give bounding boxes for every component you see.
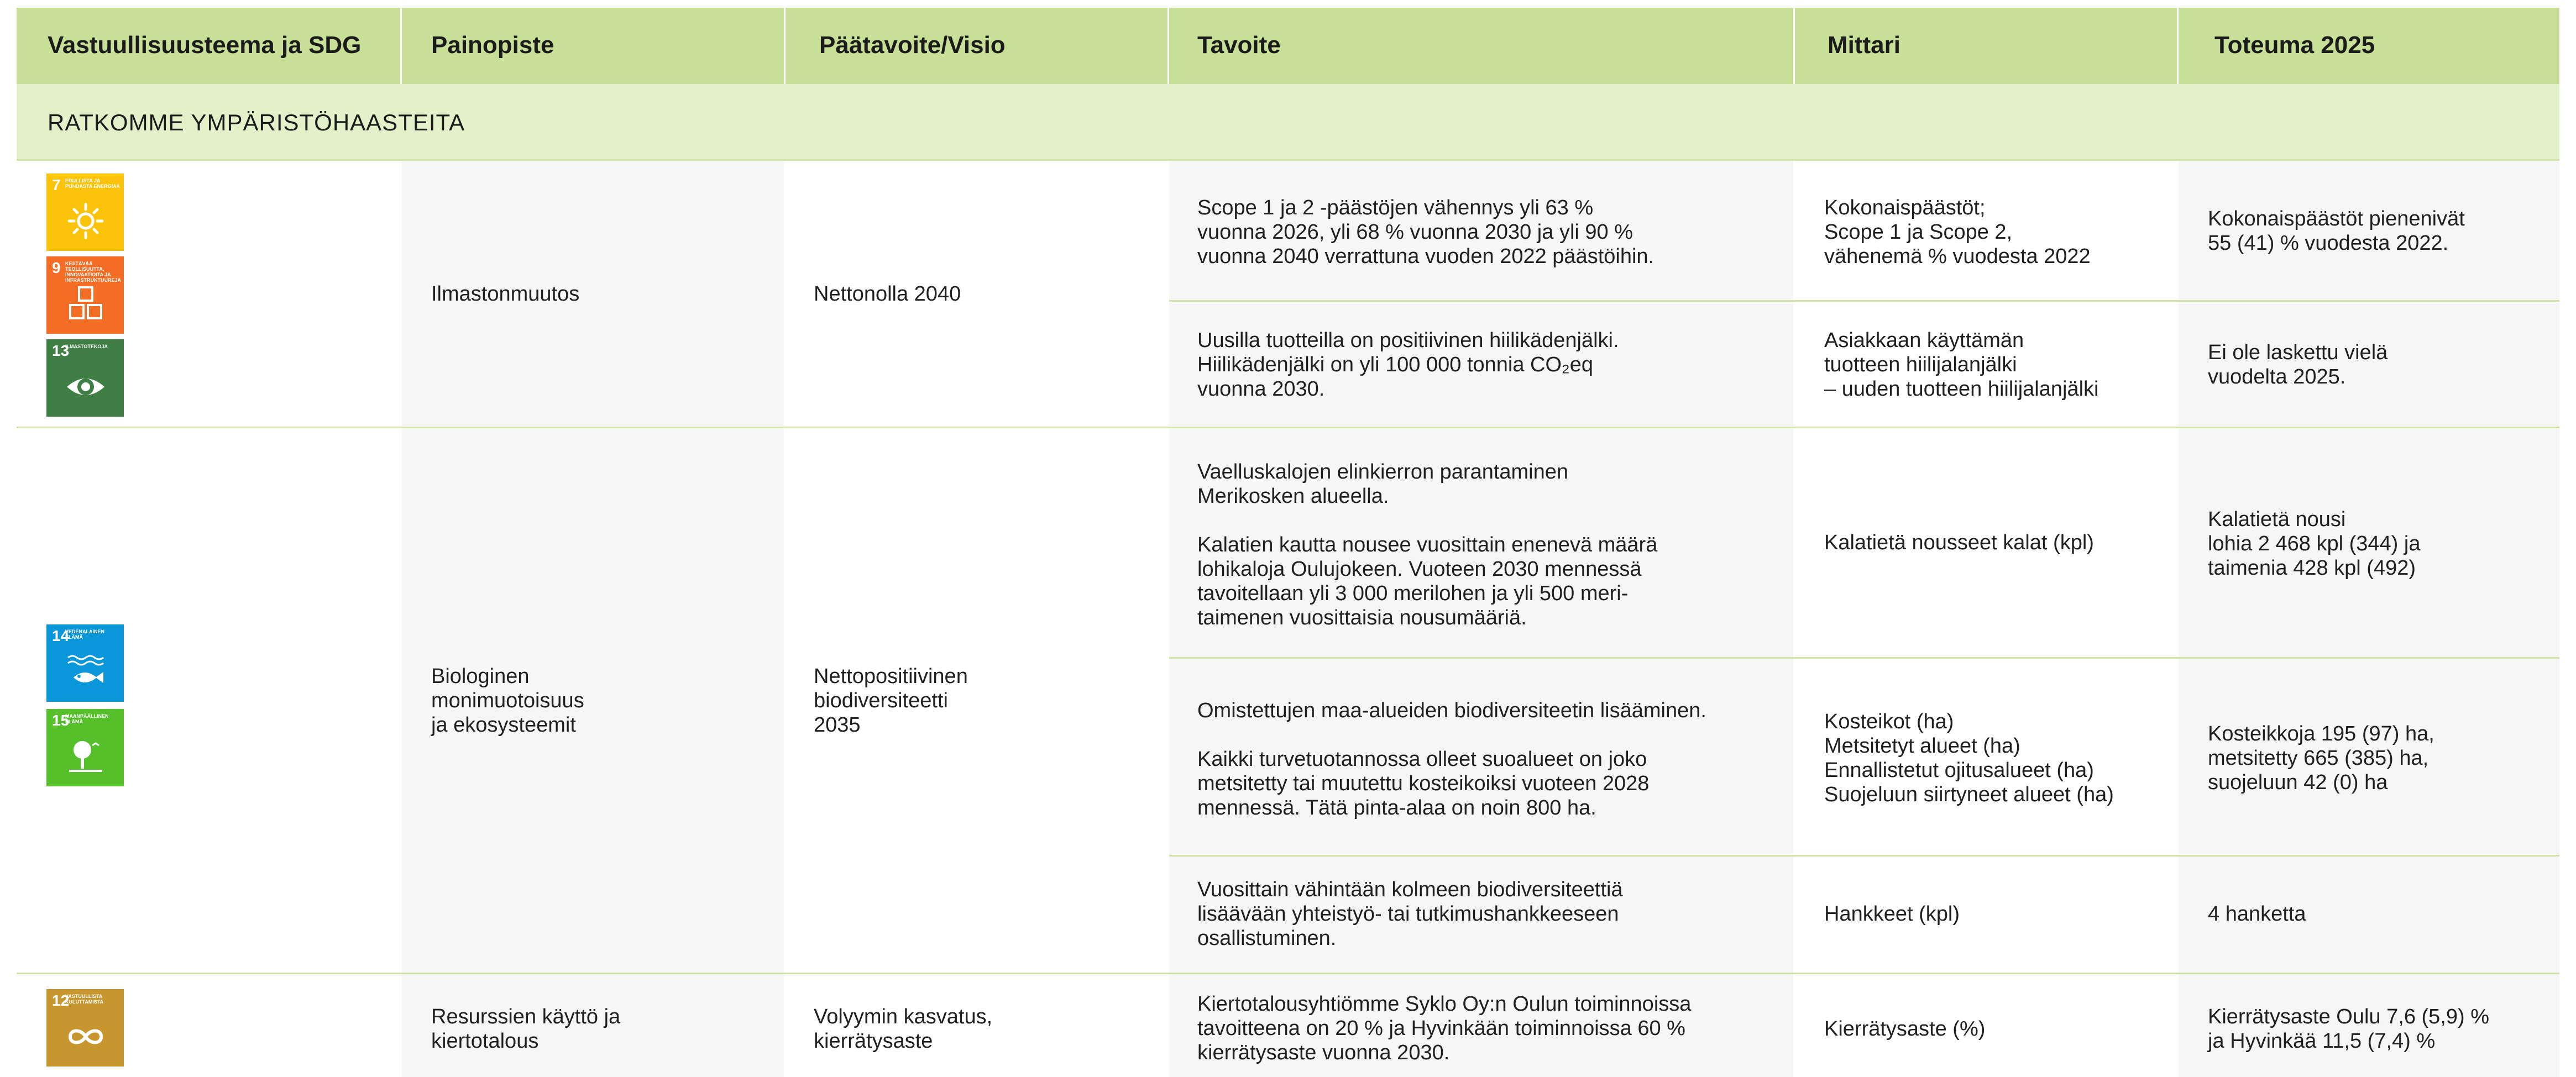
subrow-divider — [1169, 300, 2559, 302]
fish-icon — [66, 652, 106, 692]
resource-metric-1: Kierrätysaste (%) — [1824, 1017, 1986, 1041]
bio-metric-3: Hankkeet (kpl) — [1824, 902, 1960, 926]
resource-vision: Volyymin kasvatus, kierrätysaste — [814, 1005, 993, 1053]
climate-goal-2: Uusilla tuotteilla on positiivinen hiilikädenjälki. Hiilikädenjälki on yli 100 000 tonnia CO₂eq vuonna 2030. — [1197, 329, 1619, 401]
sdg-13-badge — [46, 339, 124, 417]
header-divider — [2177, 8, 2179, 84]
sdg-14-label: VEDENALAINEN ELÄMÄ — [65, 629, 105, 640]
bio-result-1: Kalatietä nousi lohia 2 468 kpl (344) ja taimenia 428 kpl (492) — [2208, 508, 2421, 580]
section-title: RATKOMME YMPÄRISTÖHAASTEITA — [48, 109, 465, 135]
header-divider — [1167, 8, 1169, 84]
sdg-15-badge — [46, 709, 124, 786]
sdg-7-badge — [46, 174, 124, 251]
tree-icon — [66, 737, 106, 776]
header-metric: Mittari — [1828, 31, 1900, 59]
bio-goal-2: Omistettujen maa-alueiden biodiversiteetin lisääminen. Kaikki turvetuotannossa olleet suoalueet on joko metsitetty tai muutettu kosteikoiksi vuoteen 2028 mennessä. Tätä pinta-alaa on noin 800 ha. — [1197, 699, 1706, 819]
bio-metric-2: Kosteikot (ha) Metsitetyt alueet (ha) Ennallistetut ojitusalueet (ha) Suojeluun siirtyneet alueet (ha) — [1824, 710, 2114, 806]
bio-goal-1: Vaelluskalojen elinkierron parantaminen Merikosken alueella. Kalatien kautta nousee vuosittain enenevä määrä lohikaloja Oulujokeen. Vuoteen 2030 mennessä tavoitellaan yli 3 000 merilohen ja yli 500 meri- taimenen vuosittaisia nousumääriä. — [1197, 460, 1658, 629]
sdg-14-number: 14 — [52, 627, 70, 644]
sdg-15-label: MAANPÄÄLLINEN ELÄMÄ — [65, 713, 109, 724]
sdg-12-number: 12 — [52, 992, 70, 1009]
infinity-icon — [66, 1017, 106, 1057]
climate-result-2: Ei ole laskettu vielä vuodelta 2025. — [2208, 341, 2388, 388]
climate-focus: Ilmastonmuutos — [431, 282, 580, 306]
sdg-15-number: 15 — [52, 712, 70, 729]
cubes-icon — [66, 284, 106, 324]
row-divider — [17, 973, 2559, 974]
col-metric-bg — [1795, 161, 2177, 1077]
bio-result-2: Kosteikkoja 195 (97) ha, metsitetty 665 (385) ha, suojeluun 42 (0) ha — [2208, 722, 2434, 794]
eye-globe-icon — [66, 367, 106, 407]
sun-icon — [66, 201, 106, 241]
col-result-bg — [2179, 161, 2559, 1077]
header-vision: Päätavoite/Visio — [819, 31, 1006, 59]
bio-focus: Biologinen monimuotoisuus ja ekosysteemit — [431, 665, 584, 737]
header-sdg-theme: Vastuullisuusteema ja SDG — [48, 31, 362, 59]
sdg-9-badge — [46, 256, 124, 334]
header-focus: Painopiste — [431, 31, 554, 59]
sdg-7-label: EDULLISTA JA PUHDASTA ENERGIAA — [65, 178, 121, 189]
subrow-divider — [1169, 855, 2559, 857]
sdg-12-badge — [46, 989, 124, 1067]
sdg-9-number: 9 — [52, 259, 61, 276]
sdg-13-label: ILMASTOTEKOJA — [65, 344, 108, 349]
climate-goal-1: Scope 1 ja 2 -päästöjen vähennys yli 63 % vuonna 2026, yli 68 % vuonna 2030 ja yli 90 % vuonna 2040 verrattuna vuoden 2022 päästöihin. — [1197, 196, 1654, 268]
climate-metric-1: Kokonaispäästöt; Scope 1 ja Scope 2, vähenemä % vuodesta 2022 — [1824, 196, 2091, 268]
climate-result-1: Kokonaispäästöt pienenivät 55 (41) % vuodesta 2022. — [2208, 207, 2465, 255]
sdg-13-number: 13 — [52, 342, 70, 359]
sdg-12-label: VASTUULLISTA KULUTTAMISTA — [65, 994, 104, 1005]
resource-focus: Resurssien käyttö ja kiertotalous — [431, 1005, 621, 1053]
row-divider — [17, 427, 2559, 428]
climate-vision: Nettonolla 2040 — [814, 282, 961, 306]
climate-metric-2: Asiakkaan käyttämän tuotteen hiilijalanjälki – uuden tuotteen hiilijalanjälki — [1824, 329, 2099, 401]
sdg-7-number: 7 — [52, 176, 61, 193]
header-goal: Tavoite — [1197, 31, 1281, 59]
bio-goal-3: Vuosittain vähintään kolmeen biodiversiteettiä lisäävään yhteistyö- tai tutkimushankkeeseen osallistuminen. — [1197, 878, 1623, 950]
bio-result-3: 4 hanketta — [2208, 902, 2306, 926]
subrow-divider — [1169, 657, 2559, 659]
sdg-9-label: KESTÄVÄÄ TEOLLISUUTTA, INNOVAATIOITA JA INFRASTRUKTUUREJA — [65, 261, 121, 283]
header-divider — [400, 8, 402, 84]
header-divider — [784, 8, 786, 84]
sdg-14-badge — [46, 624, 124, 702]
resource-result-1: Kierrätysaste Oulu 7,6 (5,9) % ja Hyvinkää 11,5 (7,4) % — [2208, 1005, 2489, 1053]
bio-vision: Nettopositiivinen biodiversiteetti 2035 — [814, 665, 968, 737]
bio-metric-1: Kalatietä nousseet kalat (kpl) — [1824, 531, 2094, 554]
resource-goal-1: Kiertotalousyhtiömme Syklo Oy:n Oulun toiminnoissa tavoitteena on 20 % ja Hyvinkään toiminnoissa 60 % kierrätysaste vuonna 2030. — [1197, 992, 1692, 1064]
header-result: Toteuma 2025 — [2214, 31, 2375, 59]
header-divider — [1793, 8, 1795, 84]
